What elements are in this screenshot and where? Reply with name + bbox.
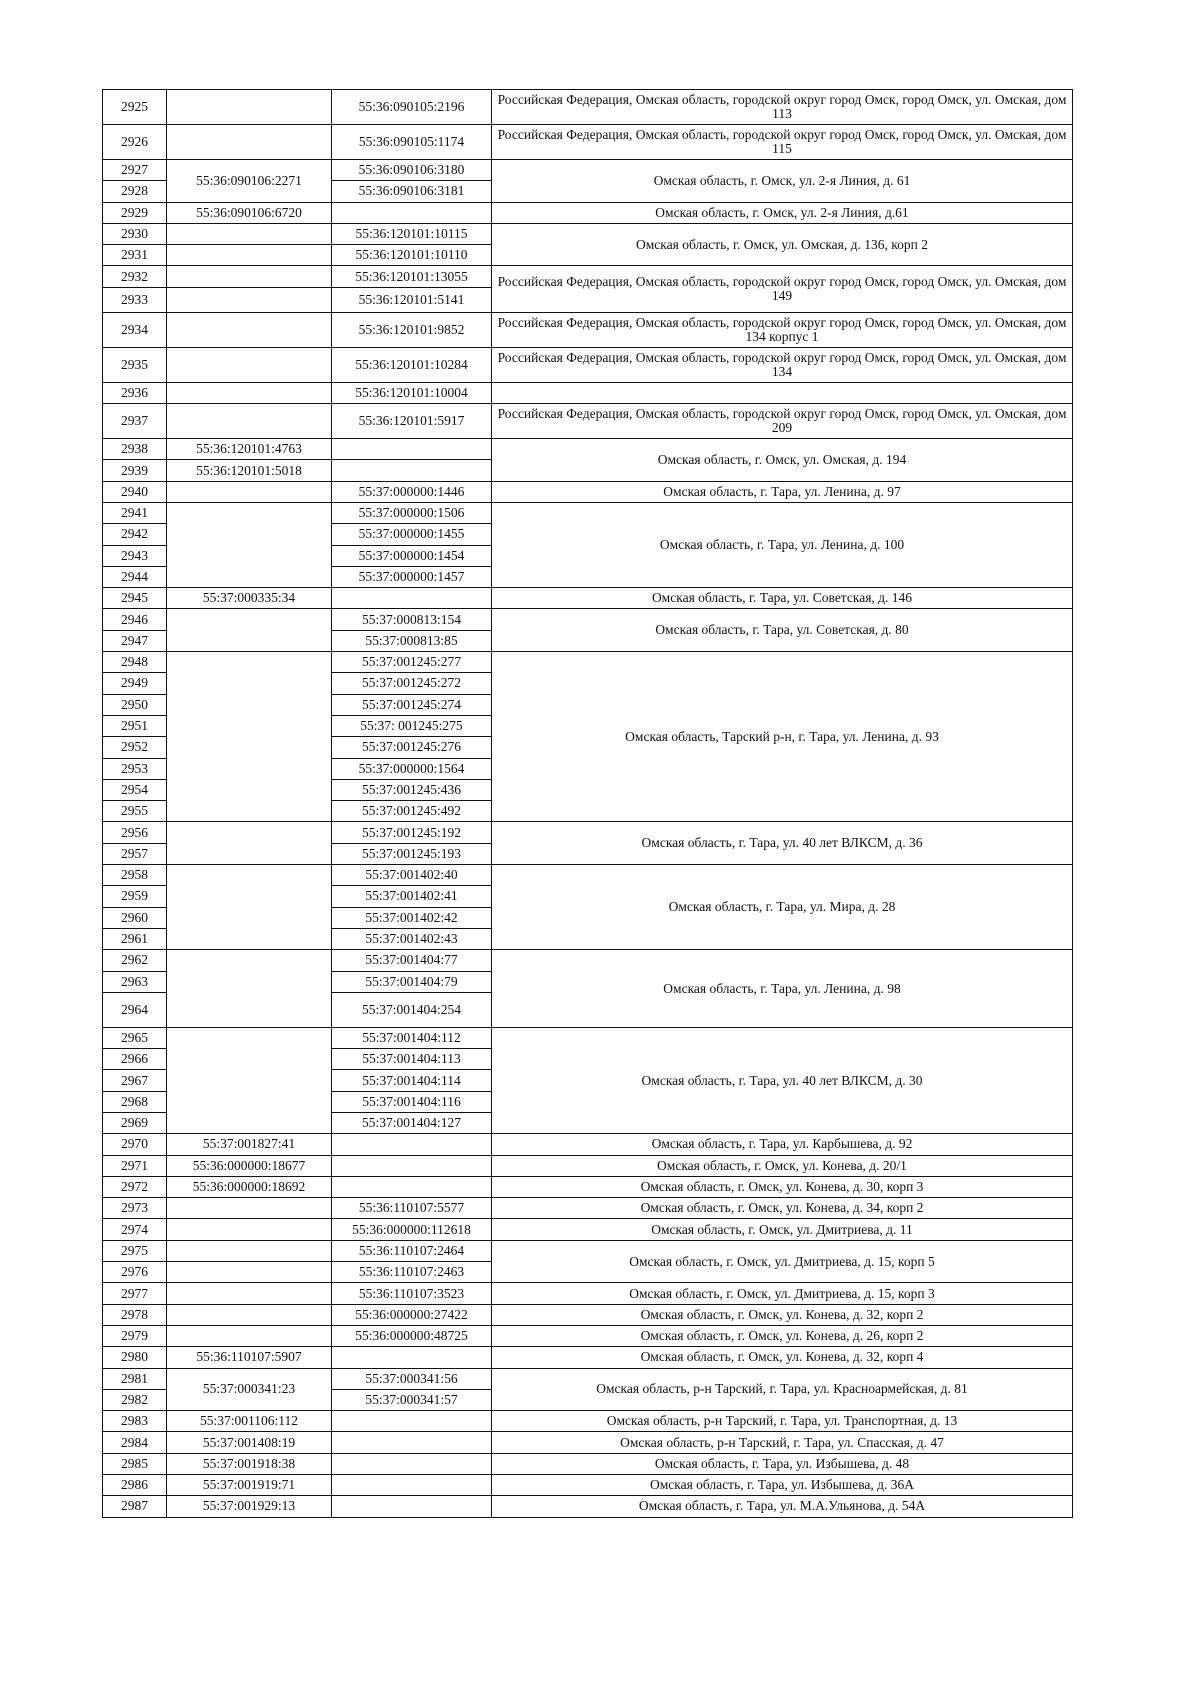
row-number-cell: 2950: [103, 694, 167, 715]
table-row: [103, 223, 1073, 244]
address-cell: Омская область, г. Омск, ул. Конева, д. 20/1: [492, 1155, 1073, 1176]
address-cell: Омская область, г. Тара, ул. Избышева, д. 48: [492, 1453, 1073, 1474]
table-row: [103, 1475, 1073, 1496]
building-cadastral-cell: 55:37:001245:277: [332, 652, 492, 673]
row-number-cell: 2982: [103, 1389, 167, 1410]
address-cell: [492, 382, 1073, 403]
building-cadastral-cell: 55:37:001245:274: [332, 694, 492, 715]
building-cadastral-cell: 55:37:000341:57: [332, 1389, 492, 1410]
address-cell: Российская Федерация, Омская область, городской округ город Омск, город Омск, ул. Омская, дом 149: [492, 266, 1073, 312]
row-number-cell: 2961: [103, 928, 167, 949]
table-row: [103, 1198, 1073, 1219]
row-number-cell: 2983: [103, 1411, 167, 1432]
building-cadastral-cell: [332, 1432, 492, 1453]
row-number-cell: 2975: [103, 1240, 167, 1261]
table-body: [103, 90, 1073, 1518]
row-number-cell: 2930: [103, 223, 167, 244]
property-table: [102, 89, 1073, 1518]
building-cadastral-cell: 55:37:001404:112: [332, 1027, 492, 1048]
row-number-cell: 2966: [103, 1049, 167, 1070]
building-cadastral-cell: 55:37:000000:1506: [332, 502, 492, 523]
address-cell: Омская область, г. Омск, ул. Конева, д. 32, корп 2: [492, 1304, 1073, 1325]
row-number-cell: 2938: [103, 439, 167, 460]
row-number-cell: 2954: [103, 779, 167, 800]
row-number-cell: 2981: [103, 1368, 167, 1389]
building-cadastral-cell: 55:37:001404:113: [332, 1049, 492, 1070]
table-row: [103, 160, 1073, 181]
land-cadastral-cell: [167, 404, 332, 439]
building-cadastral-cell: 55:37:001404:77: [332, 950, 492, 971]
building-cadastral-cell: 55:36:120101:10110: [332, 245, 492, 266]
land-cadastral-cell: 55:37:000335:34: [167, 588, 332, 609]
table-row: [103, 652, 1073, 673]
table-row: [103, 90, 1073, 125]
row-number-cell: 2972: [103, 1176, 167, 1197]
row-number-cell: 2933: [103, 287, 167, 312]
row-number-cell: 2935: [103, 347, 167, 382]
address-cell: Российская Федерация, Омская область, городской округ город Омск, город Омск, ул. Омская, дом 113: [492, 90, 1073, 125]
building-cadastral-cell: 55:36:120101:13055: [332, 266, 492, 287]
land-cadastral-cell: [167, 125, 332, 160]
table-row: [103, 1304, 1073, 1325]
building-cadastral-cell: 55:36:120101:5141: [332, 287, 492, 312]
building-cadastral-cell: 55:37:001402:42: [332, 907, 492, 928]
table-row: [103, 1432, 1073, 1453]
building-cadastral-cell: 55:36:120101:10115: [332, 223, 492, 244]
land-cadastral-cell: [167, 1027, 332, 1133]
building-cadastral-cell: 55:36:090106:3181: [332, 181, 492, 202]
building-cadastral-cell: 55:37:001245:436: [332, 779, 492, 800]
address-cell: Омская область, г. Омск, ул. Конева, д. 26, корп 2: [492, 1325, 1073, 1346]
land-cadastral-cell: [167, 1198, 332, 1219]
row-number-cell: 2958: [103, 865, 167, 886]
land-cadastral-cell: 55:36:090106:2271: [167, 160, 332, 203]
table-row: [103, 347, 1073, 382]
address-cell: Омская область, г. Тара, ул. Советская, д. 80: [492, 609, 1073, 652]
land-cadastral-cell: 55:37:001929:13: [167, 1496, 332, 1517]
table-row: [103, 439, 1073, 460]
building-cadastral-cell: 55:36:110107:5577: [332, 1198, 492, 1219]
building-cadastral-cell: 55:36:090106:3180: [332, 160, 492, 181]
building-cadastral-cell: [332, 1155, 492, 1176]
building-cadastral-cell: 55:37:001404:114: [332, 1070, 492, 1091]
building-cadastral-cell: 55:37:000813:85: [332, 630, 492, 651]
table-row: [103, 1176, 1073, 1197]
address-cell: Российская Федерация, Омская область, городской округ город Омск, город Омск, ул. Омская, дом 115: [492, 125, 1073, 160]
row-number-cell: 2942: [103, 524, 167, 545]
address-cell: Омская область, г. Омск, ул. Дмитриева, д. 11: [492, 1219, 1073, 1240]
address-cell: Омская область, г. Тара, ул. 40 лет ВЛКСМ, д. 30: [492, 1027, 1073, 1133]
table-row: [103, 1325, 1073, 1346]
document-page: [102, 89, 1072, 1518]
address-cell: Омская область, г. Тара, ул. Ленина, д. 97: [492, 481, 1073, 502]
building-cadastral-cell: 55:36:110107:2463: [332, 1262, 492, 1283]
table-row: [103, 125, 1073, 160]
address-cell: Омская область, г. Тара, ул. М.А.Ульянова, д. 54А: [492, 1496, 1073, 1517]
row-number-cell: 2927: [103, 160, 167, 181]
land-cadastral-cell: [167, 266, 332, 287]
row-number-cell: 2978: [103, 1304, 167, 1325]
building-cadastral-cell: 55:36:110107:2464: [332, 1240, 492, 1261]
building-cadastral-cell: 55:37:001402:41: [332, 886, 492, 907]
land-cadastral-cell: [167, 609, 332, 652]
row-number-cell: 2974: [103, 1219, 167, 1240]
row-number-cell: 2925: [103, 90, 167, 125]
row-number-cell: 2931: [103, 245, 167, 266]
land-cadastral-cell: 55:36:090106:6720: [167, 202, 332, 223]
address-cell: Омская область, г. Тара, ул. Ленина, д. 98: [492, 950, 1073, 1028]
building-cadastral-cell: [332, 1134, 492, 1155]
row-number-cell: 2949: [103, 673, 167, 694]
table-row: [103, 1155, 1073, 1176]
address-cell: Омская область, Тарский р-н, г. Тара, ул. Ленина, д. 93: [492, 652, 1073, 822]
land-cadastral-cell: [167, 481, 332, 502]
row-number-cell: 2973: [103, 1198, 167, 1219]
address-cell: Омская область, г. Тара, ул. Избышева, д. 36А: [492, 1475, 1073, 1496]
building-cadastral-cell: 55:36:110107:3523: [332, 1283, 492, 1304]
building-cadastral-cell: [332, 1496, 492, 1517]
address-cell: Омская область, г. Тара, ул. Мира, д. 28: [492, 865, 1073, 950]
table-row: [103, 1240, 1073, 1261]
row-number-cell: 2969: [103, 1112, 167, 1133]
building-cadastral-cell: 55:36:000000:112618: [332, 1219, 492, 1240]
building-cadastral-cell: [332, 202, 492, 223]
address-cell: Омская область, г. Омск, ул. Дмитриева, д. 15, корп 5: [492, 1240, 1073, 1283]
table-row: [103, 312, 1073, 347]
row-number-cell: 2956: [103, 822, 167, 843]
row-number-cell: 2963: [103, 971, 167, 992]
address-cell: Омская область, г. Омск, ул. Омская, д. 136, корп 2: [492, 223, 1073, 266]
building-cadastral-cell: 55:37:000000:1446: [332, 481, 492, 502]
building-cadastral-cell: 55:37:001402:40: [332, 865, 492, 886]
row-number-cell: 2967: [103, 1070, 167, 1091]
row-number-cell: 2970: [103, 1134, 167, 1155]
address-cell: Омская область, р-н Тарский, г. Тара, ул. Спасская, д. 47: [492, 1432, 1073, 1453]
land-cadastral-cell: [167, 223, 332, 244]
building-cadastral-cell: 55:37:001404:116: [332, 1091, 492, 1112]
building-cadastral-cell: 55:36:120101:5917: [332, 404, 492, 439]
row-number-cell: 2947: [103, 630, 167, 651]
building-cadastral-cell: 55:36:000000:27422: [332, 1304, 492, 1325]
land-cadastral-cell: [167, 1240, 332, 1261]
land-cadastral-cell: [167, 865, 332, 950]
land-cadastral-cell: 55:36:110107:5907: [167, 1347, 332, 1368]
building-cadastral-cell: [332, 1176, 492, 1197]
building-cadastral-cell: [332, 1411, 492, 1432]
row-number-cell: 2943: [103, 545, 167, 566]
row-number-cell: 2959: [103, 886, 167, 907]
land-cadastral-cell: [167, 287, 332, 312]
table-row: [103, 822, 1073, 843]
address-cell: Омская область, г. Омск, ул. 2-я Линия, д. 61: [492, 160, 1073, 203]
land-cadastral-cell: 55:36:120101:5018: [167, 460, 332, 481]
building-cadastral-cell: 55:36:120101:9852: [332, 312, 492, 347]
row-number-cell: 2968: [103, 1091, 167, 1112]
land-cadastral-cell: [167, 1325, 332, 1346]
address-cell: Омская область, г. Омск, ул. Конева, д. 32, корп 4: [492, 1347, 1073, 1368]
row-number-cell: 2946: [103, 609, 167, 630]
address-cell: Омская область, г. Тара, ул. Карбышева, д. 92: [492, 1134, 1073, 1155]
row-number-cell: 2928: [103, 181, 167, 202]
address-cell: Российская Федерация, Омская область, городской округ город Омск, город Омск, ул. Омская, дом 134: [492, 347, 1073, 382]
land-cadastral-cell: [167, 1304, 332, 1325]
building-cadastral-cell: 55:37:000000:1455: [332, 524, 492, 545]
table-row: [103, 865, 1073, 886]
table-row: [103, 1283, 1073, 1304]
row-number-cell: 2932: [103, 266, 167, 287]
address-cell: Омская область, г. Омск, ул. 2-я Линия, д.61: [492, 202, 1073, 223]
address-cell: Омская область, г. Тара, ул. 40 лет ВЛКСМ, д. 36: [492, 822, 1073, 865]
row-number-cell: 2934: [103, 312, 167, 347]
land-cadastral-cell: 55:37:001827:41: [167, 1134, 332, 1155]
building-cadastral-cell: 55:37:000000:1457: [332, 566, 492, 587]
row-number-cell: 2980: [103, 1347, 167, 1368]
building-cadastral-cell: 55:36:120101:10284: [332, 347, 492, 382]
row-number-cell: 2951: [103, 715, 167, 736]
building-cadastral-cell: 55:37:000000:1454: [332, 545, 492, 566]
land-cadastral-cell: [167, 1219, 332, 1240]
building-cadastral-cell: 55:37:001245:492: [332, 801, 492, 822]
row-number-cell: 2939: [103, 460, 167, 481]
land-cadastral-cell: 55:37:000341:23: [167, 1368, 332, 1411]
row-number-cell: 2953: [103, 758, 167, 779]
address-cell: Омская область, р-н Тарский, г. Тара, ул. Транспортная, д. 13: [492, 1411, 1073, 1432]
row-number-cell: 2944: [103, 566, 167, 587]
address-cell: Омская область, г. Омск, ул. Дмитриева, д. 15, корп 3: [492, 1283, 1073, 1304]
building-cadastral-cell: [332, 439, 492, 460]
table-row: [103, 1027, 1073, 1048]
table-row: [103, 1347, 1073, 1368]
building-cadastral-cell: 55:37:001404:254: [332, 992, 492, 1027]
row-number-cell: 2984: [103, 1432, 167, 1453]
land-cadastral-cell: [167, 822, 332, 865]
table-row: [103, 1368, 1073, 1389]
building-cadastral-cell: 55:37:001245:272: [332, 673, 492, 694]
building-cadastral-cell: 55:37:001245:193: [332, 843, 492, 864]
land-cadastral-cell: 55:37:001919:71: [167, 1475, 332, 1496]
building-cadastral-cell: 55:36:090105:1174: [332, 125, 492, 160]
land-cadastral-cell: 55:37:001106:112: [167, 1411, 332, 1432]
row-number-cell: 2952: [103, 737, 167, 758]
land-cadastral-cell: [167, 502, 332, 587]
building-cadastral-cell: 55:37:001245:192: [332, 822, 492, 843]
row-number-cell: 2979: [103, 1325, 167, 1346]
building-cadastral-cell: 55:37: 001245:275: [332, 715, 492, 736]
land-cadastral-cell: 55:36:000000:18677: [167, 1155, 332, 1176]
table-row: [103, 609, 1073, 630]
row-number-cell: 2945: [103, 588, 167, 609]
land-cadastral-cell: [167, 950, 332, 1028]
land-cadastral-cell: [167, 312, 332, 347]
table-row: [103, 202, 1073, 223]
row-number-cell: 2948: [103, 652, 167, 673]
land-cadastral-cell: [167, 90, 332, 125]
building-cadastral-cell: [332, 588, 492, 609]
row-number-cell: 2937: [103, 404, 167, 439]
address-cell: Омская область, г. Омск, ул. Омская, д. 194: [492, 439, 1073, 482]
land-cadastral-cell: [167, 1283, 332, 1304]
building-cadastral-cell: [332, 1453, 492, 1474]
land-cadastral-cell: [167, 347, 332, 382]
address-cell: Омская область, р-н Тарский, г. Тара, ул. Красноармейская, д. 81: [492, 1368, 1073, 1411]
row-number-cell: 2941: [103, 502, 167, 523]
address-cell: Омская область, г. Тара, ул. Советская, д. 146: [492, 588, 1073, 609]
table-row: [103, 588, 1073, 609]
table-row: [103, 1453, 1073, 1474]
building-cadastral-cell: 55:36:090105:2196: [332, 90, 492, 125]
row-number-cell: 2957: [103, 843, 167, 864]
row-number-cell: 2960: [103, 907, 167, 928]
row-number-cell: 2936: [103, 382, 167, 403]
building-cadastral-cell: 55:37:000341:56: [332, 1368, 492, 1389]
land-cadastral-cell: [167, 245, 332, 266]
row-number-cell: 2929: [103, 202, 167, 223]
address-cell: Омская область, г. Тара, ул. Ленина, д. 100: [492, 502, 1073, 587]
building-cadastral-cell: 55:37:001404:127: [332, 1112, 492, 1133]
row-number-cell: 2986: [103, 1475, 167, 1496]
land-cadastral-cell: 55:37:001408:19: [167, 1432, 332, 1453]
land-cadastral-cell: 55:36:000000:18692: [167, 1176, 332, 1197]
row-number-cell: 2985: [103, 1453, 167, 1474]
row-number-cell: 2971: [103, 1155, 167, 1176]
address-cell: Российская Федерация, Омская область, городской округ город Омск, город Омск, ул. Омская, дом 209: [492, 404, 1073, 439]
building-cadastral-cell: 55:37:001245:276: [332, 737, 492, 758]
building-cadastral-cell: 55:36:120101:10004: [332, 382, 492, 403]
building-cadastral-cell: [332, 1347, 492, 1368]
building-cadastral-cell: [332, 460, 492, 481]
table-row: [103, 1134, 1073, 1155]
address-cell: Омская область, г. Омск, ул. Конева, д. 34, корп 2: [492, 1198, 1073, 1219]
land-cadastral-cell: [167, 1262, 332, 1283]
building-cadastral-cell: 55:37:001404:79: [332, 971, 492, 992]
table-row: [103, 404, 1073, 439]
land-cadastral-cell: 55:36:120101:4763: [167, 439, 332, 460]
building-cadastral-cell: 55:36:000000:48725: [332, 1325, 492, 1346]
row-number-cell: 2955: [103, 801, 167, 822]
table-row: [103, 1411, 1073, 1432]
row-number-cell: 2965: [103, 1027, 167, 1048]
table-row: [103, 1496, 1073, 1517]
building-cadastral-cell: 55:37:000000:1564: [332, 758, 492, 779]
land-cadastral-cell: [167, 382, 332, 403]
table-row: [103, 266, 1073, 287]
address-cell: Омская область, г. Омск, ул. Конева, д. 30, корп 3: [492, 1176, 1073, 1197]
row-number-cell: 2976: [103, 1262, 167, 1283]
row-number-cell: 2977: [103, 1283, 167, 1304]
building-cadastral-cell: 55:37:001402:43: [332, 928, 492, 949]
row-number-cell: 2940: [103, 481, 167, 502]
table-row: [103, 481, 1073, 502]
table-row: [103, 382, 1073, 403]
building-cadastral-cell: [332, 1475, 492, 1496]
table-row: [103, 502, 1073, 523]
row-number-cell: 2987: [103, 1496, 167, 1517]
table-row: [103, 1219, 1073, 1240]
row-number-cell: 2962: [103, 950, 167, 971]
land-cadastral-cell: [167, 652, 332, 822]
table-row: [103, 950, 1073, 971]
building-cadastral-cell: 55:37:000813:154: [332, 609, 492, 630]
land-cadastral-cell: 55:37:001918:38: [167, 1453, 332, 1474]
address-cell: Российская Федерация, Омская область, городской округ город Омск, город Омск, ул. Омская, дом 134 корпус 1: [492, 312, 1073, 347]
row-number-cell: 2926: [103, 125, 167, 160]
row-number-cell: 2964: [103, 992, 167, 1027]
